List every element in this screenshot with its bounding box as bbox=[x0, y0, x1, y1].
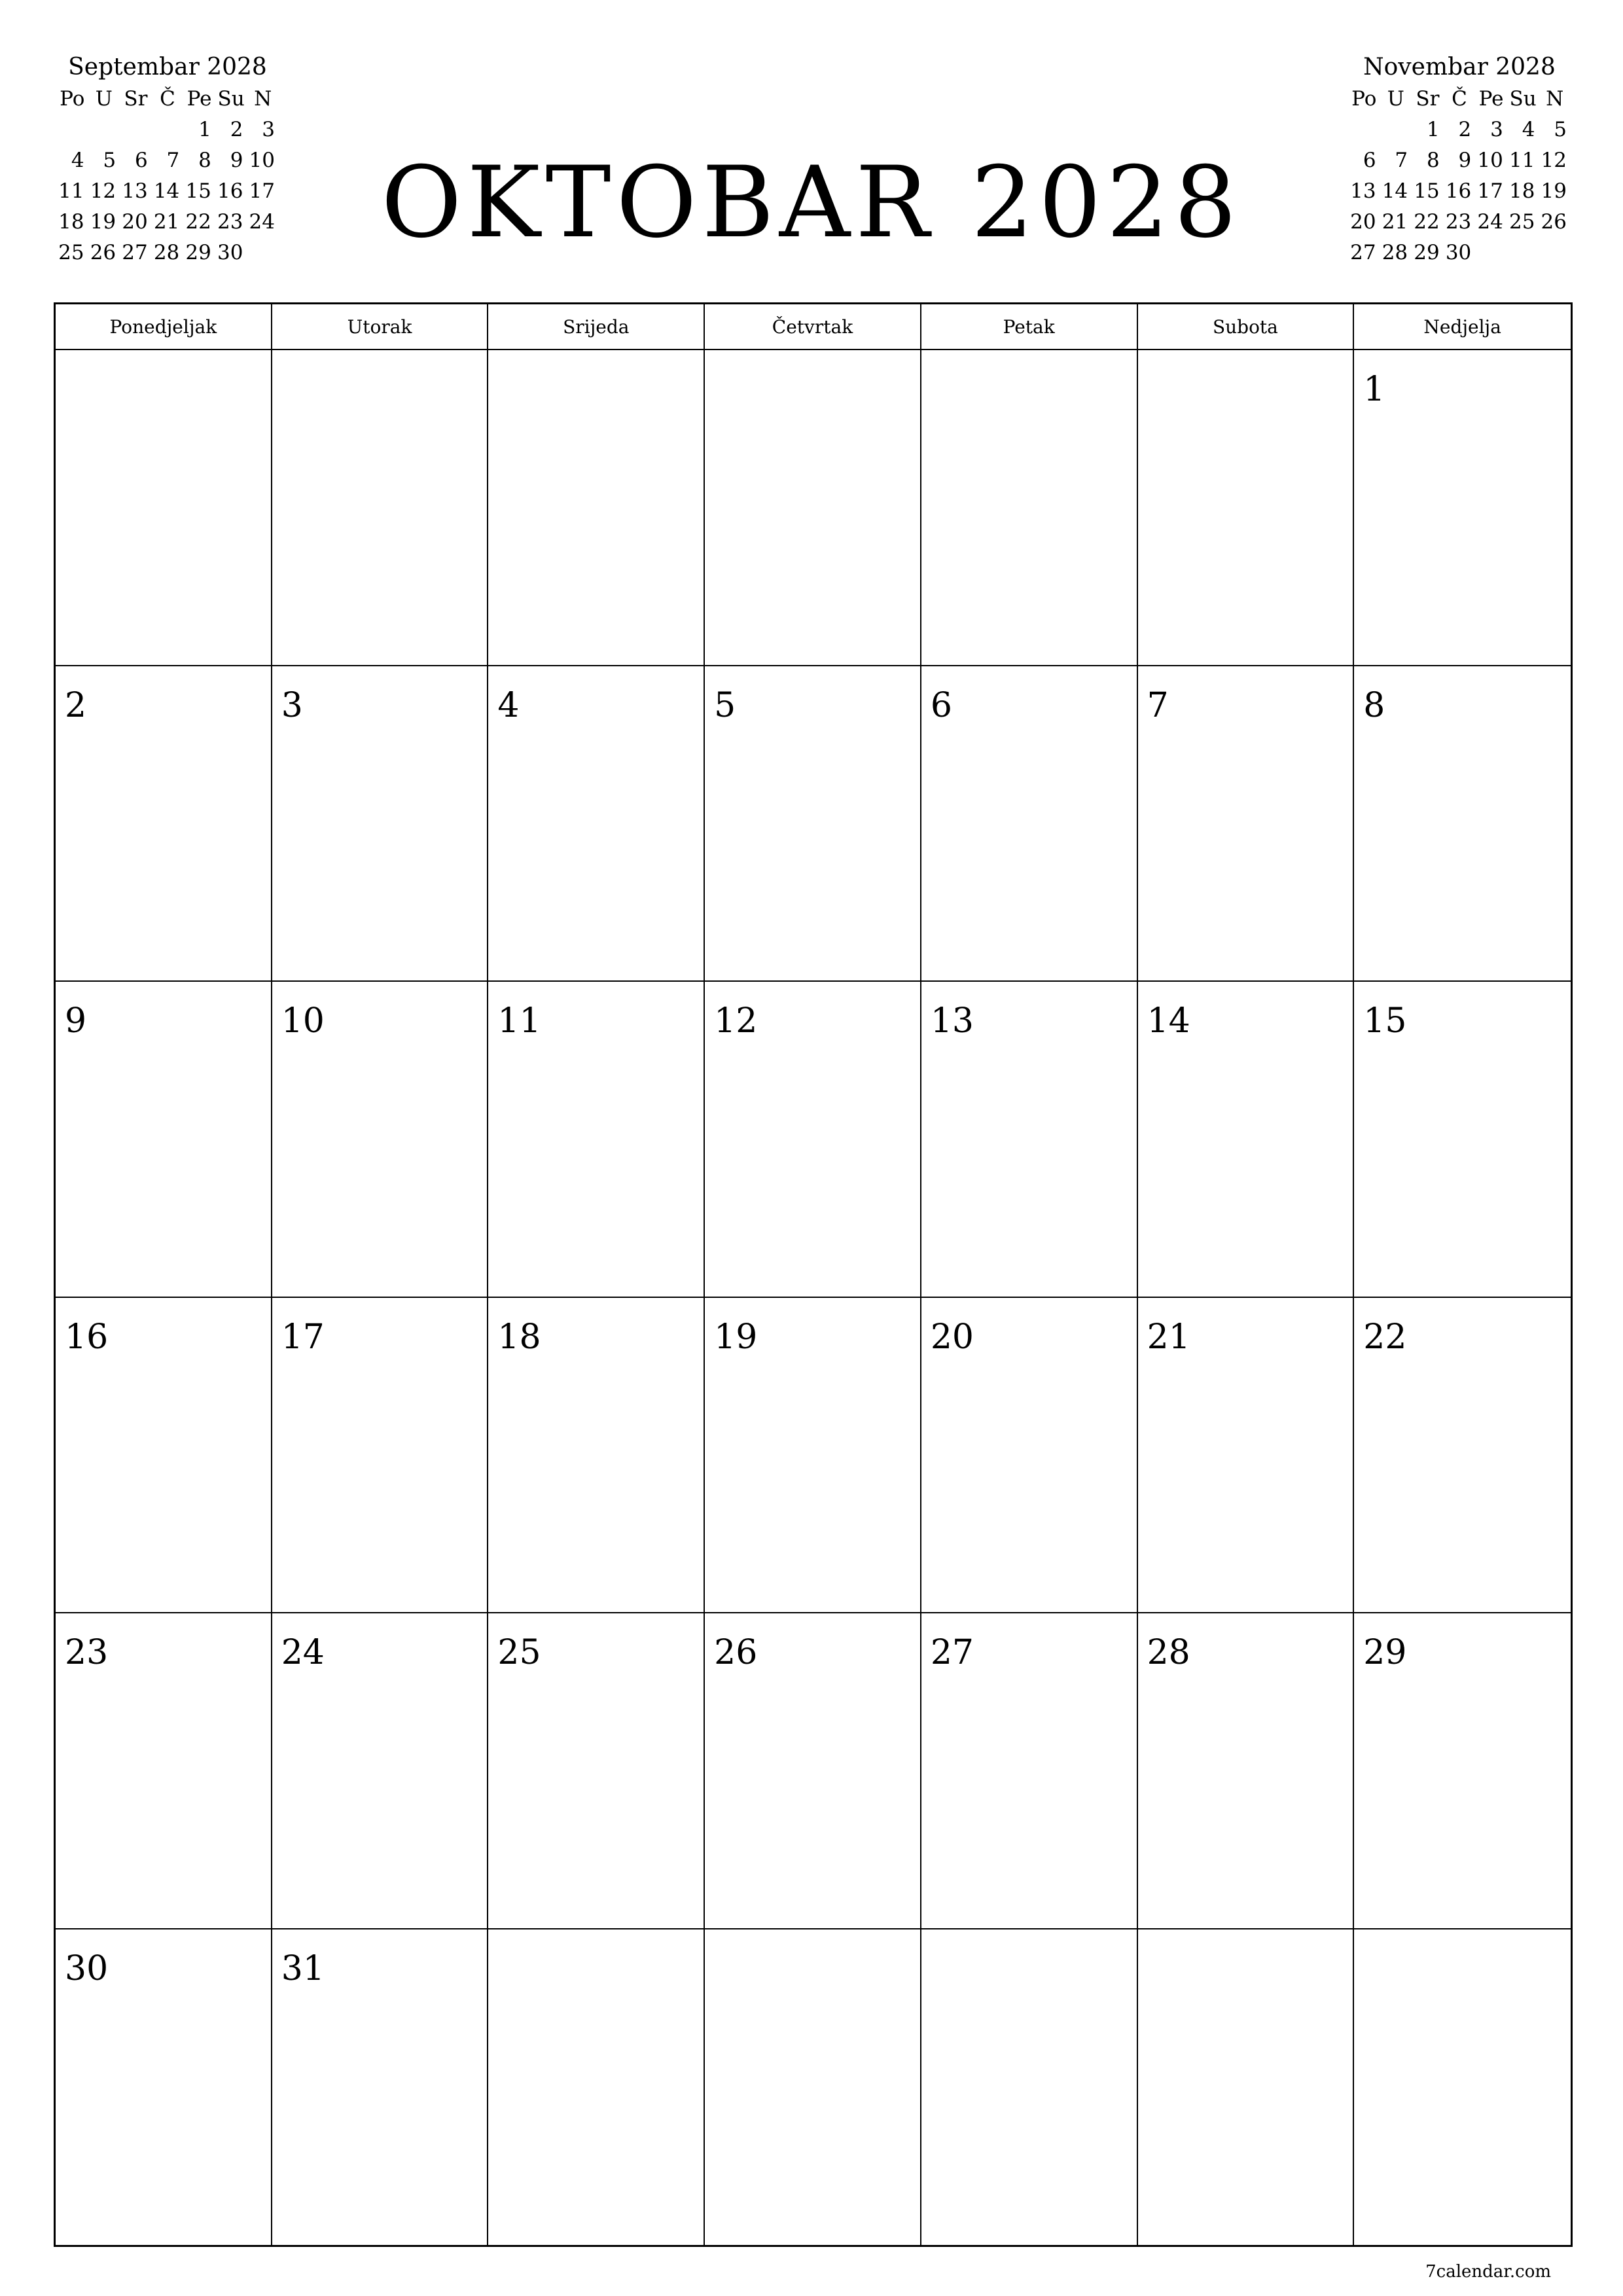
day-cell[interactable] bbox=[1138, 1298, 1355, 1614]
weekday-header: Utorak bbox=[272, 304, 489, 350]
mini-weekday-label: Sr bbox=[124, 87, 148, 111]
day-number: 2 bbox=[65, 685, 87, 725]
weekday-header: Subota bbox=[1138, 304, 1355, 350]
mini-day: 5 bbox=[103, 149, 116, 172]
mini-day: 20 bbox=[122, 210, 148, 234]
day-cell[interactable] bbox=[921, 1929, 1138, 2246]
mini-day bbox=[120, 115, 152, 145]
mini-day: 15 bbox=[185, 179, 211, 203]
mini-day: 9 bbox=[230, 149, 243, 172]
mini-day: 27 bbox=[1350, 241, 1376, 264]
day-cell[interactable] bbox=[921, 1613, 1138, 1929]
mini-day bbox=[1380, 115, 1412, 145]
day-number: 16 bbox=[65, 1317, 109, 1357]
mini-day: 29 bbox=[1414, 241, 1440, 264]
day-cell[interactable] bbox=[272, 982, 489, 1298]
mini-day: 7 bbox=[166, 149, 180, 172]
mini-day: 19 bbox=[90, 210, 116, 234]
day-number: 4 bbox=[497, 685, 520, 725]
day-cell[interactable] bbox=[272, 1613, 489, 1929]
page-title: OKTOBAR 2028 bbox=[381, 146, 1242, 260]
day-cell[interactable] bbox=[705, 1613, 921, 1929]
day-number: 29 bbox=[1363, 1633, 1407, 1672]
day-number: 21 bbox=[1147, 1317, 1190, 1357]
mini-day: 23 bbox=[217, 210, 243, 234]
day-cell[interactable] bbox=[1354, 1613, 1571, 1929]
mini-day bbox=[1539, 238, 1571, 268]
mini-day: 26 bbox=[90, 241, 116, 264]
day-number: 12 bbox=[714, 1001, 758, 1041]
day-number: 19 bbox=[714, 1317, 758, 1357]
day-number: 15 bbox=[1363, 1001, 1407, 1041]
mini-day: 3 bbox=[1490, 118, 1503, 141]
day-number: 5 bbox=[714, 685, 736, 725]
day-number: 25 bbox=[497, 1633, 541, 1672]
mini-day: 16 bbox=[217, 179, 243, 203]
mini-day bbox=[247, 238, 279, 268]
day-cell[interactable] bbox=[1138, 1613, 1355, 1929]
mini-day: 10 bbox=[1477, 149, 1503, 172]
weekday-header: Ponedjeljak bbox=[56, 304, 272, 350]
mini-day bbox=[56, 115, 88, 145]
mini-day: 18 bbox=[1508, 179, 1535, 203]
mini-day: 4 bbox=[71, 149, 84, 172]
mini-day: 9 bbox=[1458, 149, 1472, 172]
day-cell[interactable] bbox=[488, 982, 705, 1298]
mini-day: 24 bbox=[249, 210, 275, 234]
mini-day: 1 bbox=[1426, 118, 1440, 141]
mini-day: 27 bbox=[122, 241, 148, 264]
mini-weekday-label: Po bbox=[60, 87, 85, 111]
mini-day: 10 bbox=[249, 149, 275, 172]
day-number: 27 bbox=[930, 1633, 974, 1672]
day-cell[interactable] bbox=[1138, 350, 1355, 666]
mini-weekday-label: N bbox=[254, 87, 272, 111]
day-cell[interactable] bbox=[921, 350, 1138, 666]
day-number: 9 bbox=[65, 1001, 87, 1041]
mini-day: 24 bbox=[1477, 210, 1503, 234]
day-cell[interactable] bbox=[1354, 666, 1571, 982]
mini-weekday-label: Č bbox=[160, 87, 175, 111]
day-number: 28 bbox=[1147, 1633, 1190, 1672]
mini-day bbox=[88, 115, 120, 145]
mini-day: 2 bbox=[1458, 118, 1472, 141]
mini-day: 3 bbox=[262, 118, 275, 141]
mini-calendar-prev-grid bbox=[56, 84, 279, 268]
mini-weekday-label: Su bbox=[1509, 87, 1537, 111]
day-cell[interactable] bbox=[56, 1298, 272, 1614]
day-number: 14 bbox=[1147, 1001, 1190, 1041]
day-cell[interactable] bbox=[56, 666, 272, 982]
weekday-header: Srijeda bbox=[488, 304, 705, 350]
mini-calendar-next-title: Novembar 2028 bbox=[1363, 54, 1556, 81]
mini-day: 28 bbox=[153, 241, 180, 264]
day-cell[interactable] bbox=[488, 1613, 705, 1929]
mini-day bbox=[1475, 238, 1507, 268]
mini-day: 18 bbox=[58, 210, 84, 234]
mini-calendar-prev bbox=[56, 51, 279, 268]
mini-weekday-label: Sr bbox=[1416, 87, 1440, 111]
mini-day: 26 bbox=[1541, 210, 1567, 234]
mini-weekday-label: Su bbox=[217, 87, 245, 111]
mini-day: 6 bbox=[134, 149, 148, 172]
day-cell[interactable] bbox=[56, 1929, 272, 2246]
mini-calendar-prev-title: Septembar 2028 bbox=[68, 54, 267, 81]
day-number: 23 bbox=[65, 1633, 109, 1672]
day-cell[interactable] bbox=[56, 350, 272, 666]
day-number: 22 bbox=[1363, 1317, 1407, 1357]
mini-weekday-label: Pe bbox=[187, 87, 212, 111]
day-number: 7 bbox=[1147, 685, 1169, 725]
mini-day: 25 bbox=[1508, 210, 1535, 234]
day-cell[interactable] bbox=[1138, 982, 1355, 1298]
day-cell[interactable] bbox=[272, 350, 489, 666]
mini-day: 8 bbox=[198, 149, 211, 172]
mini-day: 14 bbox=[153, 179, 180, 203]
mini-day: 13 bbox=[1350, 179, 1376, 203]
day-cell[interactable] bbox=[1354, 982, 1571, 1298]
footer-credit: 7calendar.com bbox=[1425, 2262, 1551, 2282]
day-number: 26 bbox=[714, 1633, 758, 1672]
mini-day bbox=[152, 115, 184, 145]
mini-day: 1 bbox=[198, 118, 211, 141]
day-cell[interactable] bbox=[705, 1298, 921, 1614]
day-number: 30 bbox=[65, 1948, 109, 1988]
mini-day: 22 bbox=[185, 210, 211, 234]
mini-day: 16 bbox=[1445, 179, 1472, 203]
weekday-header: Petak bbox=[921, 304, 1138, 350]
mini-day: 23 bbox=[1445, 210, 1472, 234]
day-number: 13 bbox=[930, 1001, 974, 1041]
day-cell[interactable] bbox=[1354, 350, 1571, 666]
mini-day: 25 bbox=[58, 241, 84, 264]
day-cell[interactable] bbox=[488, 350, 705, 666]
mini-calendar-next bbox=[1348, 51, 1571, 268]
day-cell[interactable] bbox=[705, 982, 921, 1298]
mini-day: 11 bbox=[58, 179, 84, 203]
day-cell[interactable] bbox=[488, 1929, 705, 2246]
mini-day: 7 bbox=[1395, 149, 1408, 172]
day-cell[interactable] bbox=[921, 666, 1138, 982]
weekday-header: Četvrtak bbox=[705, 304, 921, 350]
day-cell[interactable] bbox=[272, 1929, 489, 2246]
day-cell[interactable] bbox=[705, 350, 921, 666]
month-grid bbox=[54, 302, 1573, 2247]
day-cell[interactable] bbox=[921, 982, 1138, 1298]
mini-weekday-label: Pe bbox=[1478, 87, 1504, 111]
day-number: 11 bbox=[497, 1001, 541, 1041]
day-cell[interactable] bbox=[705, 1929, 921, 2246]
mini-day: 30 bbox=[1445, 241, 1472, 264]
day-cell[interactable] bbox=[56, 1613, 272, 1929]
mini-day: 14 bbox=[1382, 179, 1408, 203]
day-cell[interactable] bbox=[1138, 666, 1355, 982]
day-cell[interactable] bbox=[1138, 1929, 1355, 2246]
day-cell[interactable] bbox=[705, 666, 921, 982]
mini-day: 12 bbox=[1541, 149, 1567, 172]
day-number: 10 bbox=[281, 1001, 325, 1041]
mini-day: 22 bbox=[1414, 210, 1440, 234]
day-number: 17 bbox=[281, 1317, 325, 1357]
day-cell[interactable] bbox=[272, 1298, 489, 1614]
weekday-header: Nedjelja bbox=[1354, 304, 1571, 350]
mini-day: 15 bbox=[1414, 179, 1440, 203]
mini-day: 2 bbox=[230, 118, 243, 141]
day-number: 1 bbox=[1363, 370, 1385, 409]
day-number: 31 bbox=[281, 1948, 325, 1988]
mini-day: 21 bbox=[153, 210, 180, 234]
mini-day: 20 bbox=[1350, 210, 1376, 234]
day-number: 3 bbox=[281, 685, 303, 725]
mini-day: 21 bbox=[1382, 210, 1408, 234]
day-cell[interactable] bbox=[272, 666, 489, 982]
mini-day: 8 bbox=[1426, 149, 1440, 172]
mini-day bbox=[1348, 115, 1380, 145]
mini-weekday-label: U bbox=[1387, 87, 1404, 111]
day-number: 18 bbox=[497, 1317, 541, 1357]
mini-day: 17 bbox=[249, 179, 275, 203]
mini-day: 12 bbox=[90, 179, 116, 203]
mini-weekday-label: U bbox=[95, 87, 113, 111]
mini-weekday-label: Po bbox=[1351, 87, 1377, 111]
mini-day: 11 bbox=[1508, 149, 1535, 172]
day-cell[interactable] bbox=[488, 1298, 705, 1614]
day-cell[interactable] bbox=[921, 1298, 1138, 1614]
mini-day: 4 bbox=[1522, 118, 1535, 141]
day-number: 6 bbox=[930, 685, 952, 725]
mini-day: 30 bbox=[217, 241, 243, 264]
mini-day: 17 bbox=[1477, 179, 1503, 203]
mini-weekday-label: Č bbox=[1452, 87, 1467, 111]
mini-day: 13 bbox=[122, 179, 148, 203]
mini-weekday-label: N bbox=[1546, 87, 1564, 111]
mini-day: 28 bbox=[1382, 241, 1408, 264]
day-number: 24 bbox=[281, 1633, 325, 1672]
day-number: 8 bbox=[1363, 685, 1385, 725]
mini-day: 29 bbox=[185, 241, 211, 264]
day-cell[interactable] bbox=[56, 982, 272, 1298]
mini-day: 5 bbox=[1554, 118, 1567, 141]
mini-day: 6 bbox=[1363, 149, 1376, 172]
day-cell[interactable] bbox=[488, 666, 705, 982]
day-cell[interactable] bbox=[1354, 1929, 1571, 2246]
day-cell[interactable] bbox=[1354, 1298, 1571, 1614]
mini-day: 19 bbox=[1541, 179, 1567, 203]
day-number: 20 bbox=[930, 1317, 974, 1357]
mini-day bbox=[1507, 238, 1539, 268]
mini-calendar-next-grid bbox=[1348, 84, 1571, 268]
